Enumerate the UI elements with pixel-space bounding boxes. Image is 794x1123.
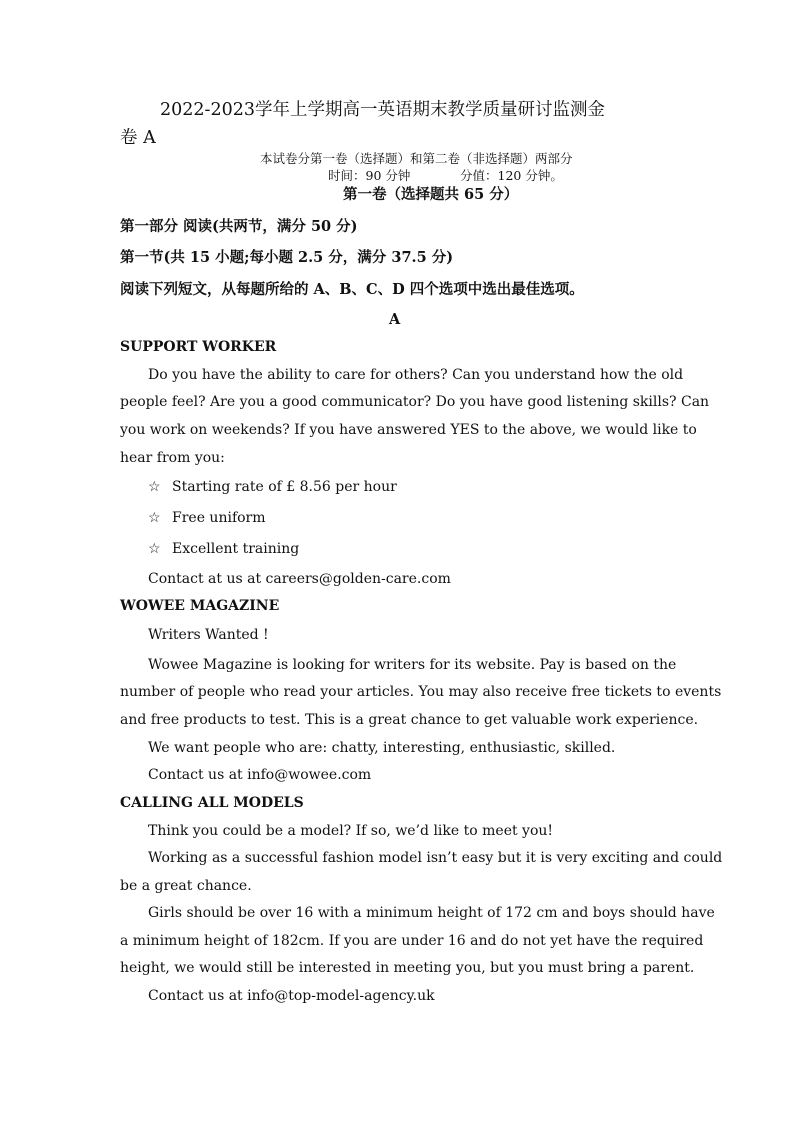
exam-time: 时间：90 分钟 <box>328 168 411 183</box>
part-heading: 第一部分 阅读(共两节，满分 50 分) <box>120 218 358 235</box>
ad-heading-support: SUPPORT WORKER <box>120 339 277 355</box>
ad-text: Do you have the ability to care for others? Can you understand how the old <box>148 367 684 383</box>
ad-text: Girls should be over 16 with a minimum height of 172 cm and boys should have <box>148 905 715 921</box>
ad-text: a minimum height of 182cm. If you are under 16 and do not yet have the required <box>120 933 704 949</box>
benefit-item <box>148 540 299 558</box>
ad-text: Think you could be a model? If so, we’d like to meet you! <box>148 823 554 839</box>
exam-title: 2022-2023学年上学期高一英语期末教学质量研讨监测金 <box>160 100 605 120</box>
exam-score: 分值：120 分钟。 <box>460 168 563 183</box>
benefit-item <box>148 478 397 496</box>
ad-subheading: Writers Wanted ! <box>148 627 269 643</box>
ad-text: Wowee Magazine is looking for writers for its website. Pay is based on the <box>148 657 677 673</box>
ad-heading-models: CALLING ALL MODELS <box>120 795 304 811</box>
ad-text: height, we would still be interested in meeting you, but you must bring a parent. <box>120 960 695 976</box>
benefit-label: Free uniform <box>172 510 266 526</box>
directions: 阅读下列短文，从每题所给的 A、B、C、D 四个选项中选出最佳选项。 <box>120 281 584 298</box>
ad-text: hear from you: <box>120 450 225 466</box>
ad-text: people feel? Are you a good communicator? Do you have good listening skills? Can <box>120 394 710 410</box>
volume-heading: 第一卷（选择题共 65 分） <box>343 186 519 203</box>
ad-text: you work on weekends? If you have answered YES to the above, we would like to <box>120 422 697 438</box>
ad-text: number of people who read your articles. You may also receive free tickets to events <box>120 684 722 700</box>
star-icon: ☆ <box>148 510 161 526</box>
contact-line: Contact us at info@top-model-agency.uk <box>148 988 435 1004</box>
benefit-label: Starting rate of £ 8.56 per hour <box>172 479 397 495</box>
section-heading: 第一节(共 15 小题;每小题 2.5 分，满分 37.5 分) <box>120 249 454 266</box>
ad-text: Working as a successful fashion model isn’t easy but it is very exciting and could <box>148 850 723 866</box>
star-icon: ☆ <box>148 479 161 495</box>
ad-text: and free products to test. This is a great chance to get valuable work experience. <box>120 712 699 728</box>
passage-label: A <box>389 311 401 328</box>
benefit-label: Excellent training <box>172 541 300 557</box>
ad-heading-wowee: WOWEE MAGAZINE <box>120 598 280 614</box>
ad-text: be a great chance. <box>120 878 252 894</box>
exam-title-cont: 卷 A <box>120 128 156 148</box>
ad-text: We want people who are: chatty, interesting, enthusiastic, skilled. <box>148 740 616 756</box>
contact-line: Contact us at info@wowee.com <box>148 767 372 783</box>
benefit-item <box>148 509 266 527</box>
exam-note: 本试卷分第一卷（选择题）和第二卷（非选择题）两部分 <box>260 151 573 166</box>
contact-line: Contact at us at careers@golden-care.com <box>148 571 451 587</box>
star-icon: ☆ <box>148 541 161 557</box>
